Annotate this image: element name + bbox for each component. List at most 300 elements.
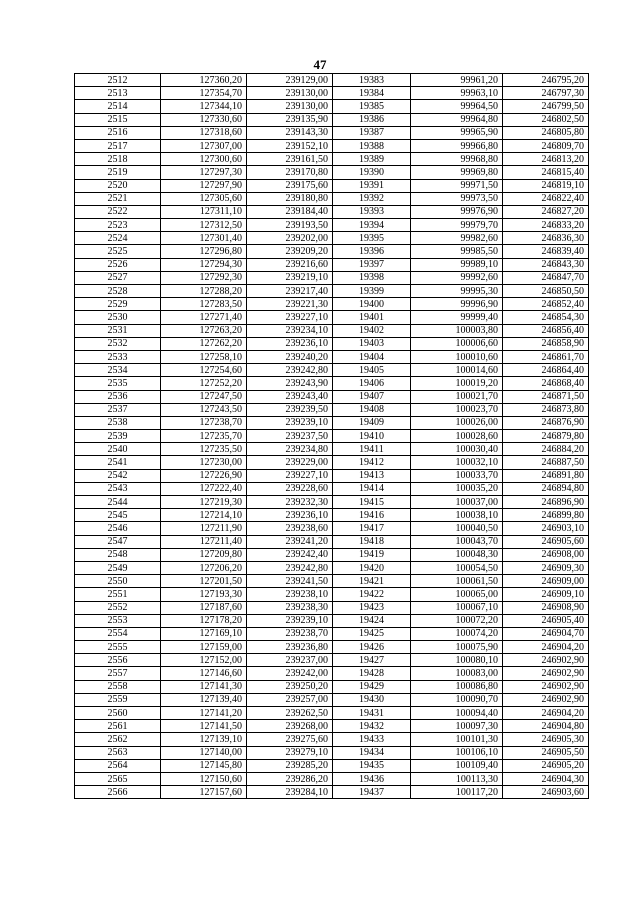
x-coordinate-a-cell: 127222,40: [161, 482, 247, 495]
x-coordinate-a-cell: 127209,80: [161, 548, 247, 561]
y-coordinate-a-cell: 239221,30: [247, 298, 333, 311]
x-coordinate-b-cell: 99973,50: [411, 192, 503, 205]
x-coordinate-b-cell: 100083,00: [411, 667, 503, 680]
table-row: [75, 100, 589, 113]
point-number-b-cell: 19394: [333, 219, 411, 232]
y-coordinate-b-cell: 246905,50: [503, 746, 589, 759]
y-coordinate-b-cell: 246795,20: [503, 74, 589, 87]
y-coordinate-a-cell: 239240,20: [247, 350, 333, 363]
x-coordinate-a-cell: 127258,10: [161, 350, 247, 363]
y-coordinate-a-cell: 239175,60: [247, 179, 333, 192]
x-coordinate-b-cell: 100003,80: [411, 324, 503, 337]
point-number-b-cell: 19425: [333, 627, 411, 640]
y-coordinate-a-cell: 239237,00: [247, 654, 333, 667]
y-coordinate-b-cell: 246856,40: [503, 324, 589, 337]
x-coordinate-a-cell: 127262,20: [161, 337, 247, 350]
point-number-b-cell: 19413: [333, 469, 411, 482]
y-coordinate-a-cell: 239239,10: [247, 416, 333, 429]
table-row: [75, 403, 589, 416]
x-coordinate-b-cell: 100043,70: [411, 535, 503, 548]
table-row: [75, 153, 589, 166]
table-row: [75, 139, 589, 152]
x-coordinate-a-cell: 127219,30: [161, 496, 247, 509]
x-coordinate-a-cell: 127297,30: [161, 166, 247, 179]
table-row: [75, 113, 589, 126]
y-coordinate-a-cell: 239217,40: [247, 285, 333, 298]
y-coordinate-b-cell: 246805,80: [503, 126, 589, 139]
point-number-b-cell: 19388: [333, 139, 411, 152]
table-row: [75, 786, 589, 799]
point-number-b-cell: 19432: [333, 720, 411, 733]
y-coordinate-b-cell: 246819,10: [503, 179, 589, 192]
point-number-b-cell: 19384: [333, 87, 411, 100]
x-coordinate-a-cell: 127294,30: [161, 258, 247, 271]
point-number-a-cell: 2551: [75, 588, 161, 601]
point-number-b-cell: 19407: [333, 390, 411, 403]
y-coordinate-a-cell: 239238,10: [247, 588, 333, 601]
y-coordinate-b-cell: 246809,70: [503, 139, 589, 152]
x-coordinate-a-cell: 127159,00: [161, 641, 247, 654]
x-coordinate-b-cell: 99965,90: [411, 126, 503, 139]
y-coordinate-a-cell: 239284,10: [247, 786, 333, 799]
x-coordinate-a-cell: 127211,40: [161, 535, 247, 548]
y-coordinate-b-cell: 246902,90: [503, 693, 589, 706]
y-coordinate-a-cell: 239180,80: [247, 192, 333, 205]
point-number-a-cell: 2559: [75, 693, 161, 706]
x-coordinate-b-cell: 99995,30: [411, 285, 503, 298]
point-number-b-cell: 19403: [333, 337, 411, 350]
y-coordinate-a-cell: 239152,10: [247, 139, 333, 152]
x-coordinate-b-cell: 100086,80: [411, 680, 503, 693]
point-number-a-cell: 2545: [75, 509, 161, 522]
x-coordinate-b-cell: 100038,10: [411, 509, 503, 522]
y-coordinate-b-cell: 246868,40: [503, 377, 589, 390]
point-number-b-cell: 19409: [333, 416, 411, 429]
y-coordinate-a-cell: 239239,50: [247, 403, 333, 416]
point-number-b-cell: 19434: [333, 746, 411, 759]
point-number-b-cell: 19435: [333, 759, 411, 772]
point-number-b-cell: 19392: [333, 192, 411, 205]
table-row: [75, 759, 589, 772]
point-number-b-cell: 19430: [333, 693, 411, 706]
point-number-b-cell: 19400: [333, 298, 411, 311]
x-coordinate-a-cell: 127252,20: [161, 377, 247, 390]
table-row: [75, 456, 589, 469]
point-number-b-cell: 19415: [333, 496, 411, 509]
point-number-a-cell: 2527: [75, 271, 161, 284]
y-coordinate-a-cell: 239241,50: [247, 575, 333, 588]
x-coordinate-a-cell: 127263,20: [161, 324, 247, 337]
x-coordinate-a-cell: 127360,20: [161, 74, 247, 87]
x-coordinate-a-cell: 127235,70: [161, 430, 247, 443]
table-row: [75, 680, 589, 693]
x-coordinate-a-cell: 127243,50: [161, 403, 247, 416]
y-coordinate-b-cell: 246843,30: [503, 258, 589, 271]
table-row: [75, 482, 589, 495]
point-number-b-cell: 19387: [333, 126, 411, 139]
table-row: [75, 535, 589, 548]
x-coordinate-a-cell: 127230,00: [161, 456, 247, 469]
point-number-a-cell: 2524: [75, 232, 161, 245]
y-coordinate-b-cell: 246905,30: [503, 733, 589, 746]
x-coordinate-a-cell: 127201,50: [161, 575, 247, 588]
x-coordinate-b-cell: 100026,00: [411, 416, 503, 429]
point-number-a-cell: 2528: [75, 285, 161, 298]
x-coordinate-a-cell: 127296,80: [161, 245, 247, 258]
point-number-a-cell: 2521: [75, 192, 161, 205]
table-row: [75, 641, 589, 654]
table-row: [75, 667, 589, 680]
point-number-b-cell: 19385: [333, 100, 411, 113]
point-number-b-cell: 19408: [333, 403, 411, 416]
point-number-b-cell: 19383: [333, 74, 411, 87]
y-coordinate-a-cell: 239257,00: [247, 693, 333, 706]
table-row: [75, 733, 589, 746]
y-coordinate-b-cell: 246899,80: [503, 509, 589, 522]
x-coordinate-a-cell: 127214,10: [161, 509, 247, 522]
point-number-b-cell: 19433: [333, 733, 411, 746]
y-coordinate-b-cell: 246871,50: [503, 390, 589, 403]
y-coordinate-a-cell: 239242,80: [247, 561, 333, 574]
x-coordinate-a-cell: 127150,60: [161, 772, 247, 785]
point-number-a-cell: 2550: [75, 575, 161, 588]
table-row: [75, 614, 589, 627]
x-coordinate-b-cell: 100080,10: [411, 654, 503, 667]
coordinates-table-body: [75, 74, 589, 799]
point-number-a-cell: 2534: [75, 364, 161, 377]
x-coordinate-b-cell: 99963,10: [411, 87, 503, 100]
x-coordinate-a-cell: 127238,70: [161, 416, 247, 429]
x-coordinate-b-cell: 100061,50: [411, 575, 503, 588]
table-row: [75, 166, 589, 179]
x-coordinate-a-cell: 127141,50: [161, 720, 247, 733]
x-coordinate-b-cell: 100097,30: [411, 720, 503, 733]
point-number-a-cell: 2533: [75, 350, 161, 363]
y-coordinate-b-cell: 246799,50: [503, 100, 589, 113]
table-row: [75, 627, 589, 640]
table-row: [75, 561, 589, 574]
point-number-b-cell: 19397: [333, 258, 411, 271]
point-number-b-cell: 19416: [333, 509, 411, 522]
y-coordinate-a-cell: 239238,60: [247, 522, 333, 535]
point-number-b-cell: 19410: [333, 430, 411, 443]
x-coordinate-b-cell: 100032,10: [411, 456, 503, 469]
y-coordinate-b-cell: 246833,20: [503, 219, 589, 232]
y-coordinate-a-cell: 239130,00: [247, 100, 333, 113]
y-coordinate-b-cell: 246802,50: [503, 113, 589, 126]
point-number-b-cell: 19390: [333, 166, 411, 179]
y-coordinate-a-cell: 239170,80: [247, 166, 333, 179]
y-coordinate-a-cell: 239236,10: [247, 509, 333, 522]
x-coordinate-a-cell: 127152,00: [161, 654, 247, 667]
table-row: [75, 430, 589, 443]
table-row: [75, 469, 589, 482]
point-number-a-cell: 2561: [75, 720, 161, 733]
point-number-a-cell: 2553: [75, 614, 161, 627]
point-number-a-cell: 2547: [75, 535, 161, 548]
y-coordinate-a-cell: 239229,00: [247, 456, 333, 469]
x-coordinate-a-cell: 127307,00: [161, 139, 247, 152]
y-coordinate-b-cell: 246864,40: [503, 364, 589, 377]
table-row: [75, 337, 589, 350]
x-coordinate-b-cell: 100048,30: [411, 548, 503, 561]
x-coordinate-a-cell: 127254,60: [161, 364, 247, 377]
y-coordinate-b-cell: 246879,80: [503, 430, 589, 443]
point-number-a-cell: 2566: [75, 786, 161, 799]
table-row: [75, 350, 589, 363]
x-coordinate-a-cell: 127169,10: [161, 627, 247, 640]
x-coordinate-b-cell: 99964,80: [411, 113, 503, 126]
point-number-a-cell: 2538: [75, 416, 161, 429]
y-coordinate-b-cell: 246904,20: [503, 641, 589, 654]
point-number-a-cell: 2520: [75, 179, 161, 192]
y-coordinate-b-cell: 246908,90: [503, 601, 589, 614]
table-row: [75, 509, 589, 522]
x-coordinate-a-cell: 127305,60: [161, 192, 247, 205]
point-number-b-cell: 19428: [333, 667, 411, 680]
point-number-a-cell: 2565: [75, 772, 161, 785]
table-row: [75, 654, 589, 667]
x-coordinate-b-cell: 100021,70: [411, 390, 503, 403]
table-row: [75, 87, 589, 100]
point-number-b-cell: 19424: [333, 614, 411, 627]
y-coordinate-a-cell: 239285,20: [247, 759, 333, 772]
y-coordinate-a-cell: 239234,80: [247, 443, 333, 456]
point-number-b-cell: 19426: [333, 641, 411, 654]
page-number: 47: [313, 57, 327, 72]
y-coordinate-a-cell: 239202,00: [247, 232, 333, 245]
x-coordinate-b-cell: 99989,10: [411, 258, 503, 271]
x-coordinate-a-cell: 127139,10: [161, 733, 247, 746]
table-row: [75, 232, 589, 245]
point-number-b-cell: 19417: [333, 522, 411, 535]
point-number-a-cell: 2549: [75, 561, 161, 574]
x-coordinate-b-cell: 99979,70: [411, 219, 503, 232]
x-coordinate-a-cell: 127301,40: [161, 232, 247, 245]
point-number-a-cell: 2526: [75, 258, 161, 271]
table-row: [75, 271, 589, 284]
point-number-b-cell: 19398: [333, 271, 411, 284]
y-coordinate-b-cell: 246902,90: [503, 667, 589, 680]
y-coordinate-b-cell: 246815,40: [503, 166, 589, 179]
point-number-b-cell: 19395: [333, 232, 411, 245]
table-row: [75, 720, 589, 733]
y-coordinate-b-cell: 246850,50: [503, 285, 589, 298]
y-coordinate-b-cell: 246884,20: [503, 443, 589, 456]
y-coordinate-b-cell: 246839,40: [503, 245, 589, 258]
y-coordinate-a-cell: 239184,40: [247, 205, 333, 218]
x-coordinate-b-cell: 99966,80: [411, 139, 503, 152]
y-coordinate-b-cell: 246902,90: [503, 680, 589, 693]
point-number-a-cell: 2532: [75, 337, 161, 350]
x-coordinate-a-cell: 127235,50: [161, 443, 247, 456]
x-coordinate-a-cell: 127178,20: [161, 614, 247, 627]
table-row: [75, 390, 589, 403]
point-number-a-cell: 2513: [75, 87, 161, 100]
x-coordinate-b-cell: 100054,50: [411, 561, 503, 574]
y-coordinate-b-cell: 246905,20: [503, 759, 589, 772]
x-coordinate-a-cell: 127297,90: [161, 179, 247, 192]
point-number-b-cell: 19418: [333, 535, 411, 548]
x-coordinate-a-cell: 127211,90: [161, 522, 247, 535]
point-number-a-cell: 2516: [75, 126, 161, 139]
y-coordinate-a-cell: 239209,20: [247, 245, 333, 258]
x-coordinate-a-cell: 127292,30: [161, 271, 247, 284]
y-coordinate-b-cell: 246908,00: [503, 548, 589, 561]
table-row: [75, 693, 589, 706]
x-coordinate-a-cell: 127187,60: [161, 601, 247, 614]
y-coordinate-b-cell: 246905,40: [503, 614, 589, 627]
point-number-a-cell: 2541: [75, 456, 161, 469]
x-coordinate-a-cell: 127311,10: [161, 205, 247, 218]
y-coordinate-a-cell: 239238,70: [247, 627, 333, 640]
x-coordinate-b-cell: 100109,40: [411, 759, 503, 772]
x-coordinate-b-cell: 100117,20: [411, 786, 503, 799]
x-coordinate-b-cell: 99961,20: [411, 74, 503, 87]
table-row: [75, 285, 589, 298]
x-coordinate-b-cell: 99985,50: [411, 245, 503, 258]
table-row: [75, 416, 589, 429]
table-row: [75, 575, 589, 588]
x-coordinate-b-cell: 99969,80: [411, 166, 503, 179]
point-number-b-cell: 19421: [333, 575, 411, 588]
x-coordinate-b-cell: 100010,60: [411, 350, 503, 363]
x-coordinate-b-cell: 99982,60: [411, 232, 503, 245]
point-number-a-cell: 2519: [75, 166, 161, 179]
y-coordinate-b-cell: 246876,90: [503, 416, 589, 429]
x-coordinate-b-cell: 100067,10: [411, 601, 503, 614]
point-number-b-cell: 19396: [333, 245, 411, 258]
table-row: [75, 548, 589, 561]
y-coordinate-a-cell: 239242,00: [247, 667, 333, 680]
y-coordinate-a-cell: 239237,50: [247, 430, 333, 443]
y-coordinate-a-cell: 239129,00: [247, 74, 333, 87]
x-coordinate-a-cell: 127193,30: [161, 588, 247, 601]
x-coordinate-a-cell: 127330,60: [161, 113, 247, 126]
point-number-b-cell: 19401: [333, 311, 411, 324]
y-coordinate-b-cell: 246904,70: [503, 627, 589, 640]
y-coordinate-a-cell: 239243,40: [247, 390, 333, 403]
point-number-b-cell: 19423: [333, 601, 411, 614]
y-coordinate-b-cell: 246847,70: [503, 271, 589, 284]
y-coordinate-b-cell: 246904,20: [503, 707, 589, 720]
x-coordinate-a-cell: 127157,60: [161, 786, 247, 799]
x-coordinate-b-cell: 100033,70: [411, 469, 503, 482]
table-row: [75, 522, 589, 535]
point-number-b-cell: 19402: [333, 324, 411, 337]
y-coordinate-b-cell: 246836,30: [503, 232, 589, 245]
table-row: [75, 746, 589, 759]
point-number-a-cell: 2546: [75, 522, 161, 535]
y-coordinate-a-cell: 239130,00: [247, 87, 333, 100]
y-coordinate-a-cell: 239275,60: [247, 733, 333, 746]
y-coordinate-b-cell: 246852,40: [503, 298, 589, 311]
table-row: [75, 205, 589, 218]
y-coordinate-b-cell: 246896,90: [503, 496, 589, 509]
x-coordinate-b-cell: 99976,90: [411, 205, 503, 218]
point-number-a-cell: 2542: [75, 469, 161, 482]
table-row: [75, 601, 589, 614]
y-coordinate-b-cell: 246797,30: [503, 87, 589, 100]
x-coordinate-a-cell: 127145,80: [161, 759, 247, 772]
x-coordinate-b-cell: 100090,70: [411, 693, 503, 706]
point-number-a-cell: 2562: [75, 733, 161, 746]
point-number-a-cell: 2537: [75, 403, 161, 416]
point-number-b-cell: 19436: [333, 772, 411, 785]
table-row: [75, 192, 589, 205]
point-number-a-cell: 2522: [75, 205, 161, 218]
point-number-a-cell: 2515: [75, 113, 161, 126]
point-number-b-cell: 19399: [333, 285, 411, 298]
coordinates-table: [74, 73, 589, 799]
point-number-a-cell: 2514: [75, 100, 161, 113]
table-row: [75, 324, 589, 337]
point-number-b-cell: 19427: [333, 654, 411, 667]
y-coordinate-a-cell: 239228,60: [247, 482, 333, 495]
x-coordinate-a-cell: 127206,20: [161, 561, 247, 574]
table-row: [75, 377, 589, 390]
y-coordinate-b-cell: 246909,10: [503, 588, 589, 601]
x-coordinate-a-cell: 127141,20: [161, 707, 247, 720]
point-number-a-cell: 2564: [75, 759, 161, 772]
point-number-a-cell: 2539: [75, 430, 161, 443]
x-coordinate-a-cell: 127139,40: [161, 693, 247, 706]
y-coordinate-b-cell: 246904,80: [503, 720, 589, 733]
y-coordinate-b-cell: 246827,20: [503, 205, 589, 218]
point-number-b-cell: 19393: [333, 205, 411, 218]
point-number-a-cell: 2543: [75, 482, 161, 495]
y-coordinate-b-cell: 246894,80: [503, 482, 589, 495]
y-coordinate-a-cell: 239227,10: [247, 311, 333, 324]
x-coordinate-b-cell: 100113,30: [411, 772, 503, 785]
point-number-b-cell: 19437: [333, 786, 411, 799]
x-coordinate-a-cell: 127312,50: [161, 219, 247, 232]
table-row: [75, 707, 589, 720]
y-coordinate-a-cell: 239242,80: [247, 364, 333, 377]
y-coordinate-b-cell: 246905,60: [503, 535, 589, 548]
point-number-a-cell: 2512: [75, 74, 161, 87]
y-coordinate-a-cell: 239238,30: [247, 601, 333, 614]
x-coordinate-b-cell: 100030,40: [411, 443, 503, 456]
table-row: [75, 772, 589, 785]
table-row: [75, 298, 589, 311]
y-coordinate-b-cell: 246902,90: [503, 654, 589, 667]
y-coordinate-b-cell: 246854,30: [503, 311, 589, 324]
table-row: [75, 74, 589, 87]
x-coordinate-a-cell: 127344,10: [161, 100, 247, 113]
y-coordinate-a-cell: 239232,30: [247, 496, 333, 509]
x-coordinate-b-cell: 100019,20: [411, 377, 503, 390]
y-coordinate-b-cell: 246903,60: [503, 786, 589, 799]
x-coordinate-b-cell: 100072,20: [411, 614, 503, 627]
x-coordinate-a-cell: 127140,00: [161, 746, 247, 759]
y-coordinate-a-cell: 239243,90: [247, 377, 333, 390]
x-coordinate-b-cell: 99964,50: [411, 100, 503, 113]
y-coordinate-a-cell: 239262,50: [247, 707, 333, 720]
point-number-b-cell: 19389: [333, 153, 411, 166]
x-coordinate-a-cell: 127288,20: [161, 285, 247, 298]
point-number-a-cell: 2530: [75, 311, 161, 324]
x-coordinate-b-cell: 100028,60: [411, 430, 503, 443]
point-number-a-cell: 2517: [75, 139, 161, 152]
point-number-b-cell: 19411: [333, 443, 411, 456]
table-row: [75, 588, 589, 601]
table-row: [75, 179, 589, 192]
x-coordinate-a-cell: 127271,40: [161, 311, 247, 324]
table-row: [75, 311, 589, 324]
y-coordinate-a-cell: 239286,20: [247, 772, 333, 785]
point-number-b-cell: 19431: [333, 707, 411, 720]
